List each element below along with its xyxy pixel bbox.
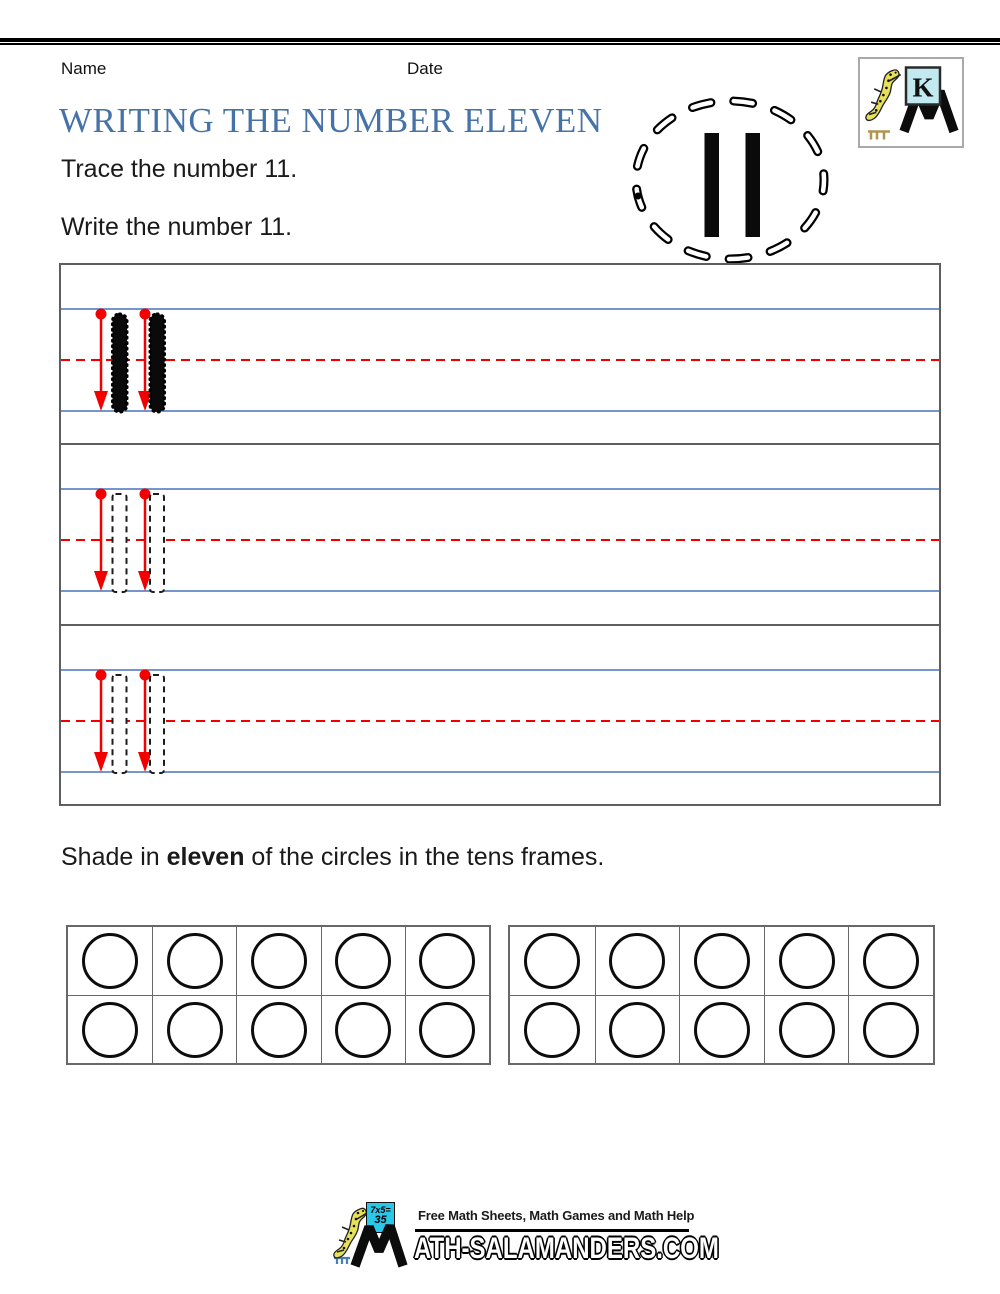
- salamander-icon: [866, 70, 901, 121]
- trace-instruction: Trace the number 11.: [61, 155, 298, 183]
- tens-frame-cell: [595, 927, 680, 995]
- stroke-guide: [94, 489, 127, 593]
- chalkboard-text: 7x5=: [370, 1205, 391, 1215]
- number-trace-glyphs: [61, 265, 281, 443]
- stroke-arrowhead: [94, 391, 108, 411]
- shade-text-suffix: of the circles in the tens frames.: [244, 843, 605, 871]
- counter-circle: [82, 1002, 138, 1058]
- counter-circle: [524, 1002, 580, 1058]
- counter-circle: [419, 933, 475, 989]
- digit-1-stroke: [705, 133, 720, 237]
- date-label: Date: [407, 59, 443, 78]
- numeral-one-outline: [150, 494, 164, 592]
- write-instruction: Write the number 11.: [61, 213, 293, 241]
- number-trace-glyphs: [61, 626, 281, 804]
- tens-frame-cell: [405, 995, 489, 1063]
- stroke-guide: [138, 489, 164, 593]
- counter-circle: [251, 1002, 307, 1058]
- counter-circle: [82, 933, 138, 989]
- stroke-arrowhead: [94, 571, 108, 591]
- counter-circle: [251, 933, 307, 989]
- counter-circle: [335, 933, 391, 989]
- tens-frame-cell: [68, 995, 152, 1063]
- brand-badge-art: [860, 59, 962, 146]
- counter-circle: [609, 933, 665, 989]
- counter-circle: [419, 1002, 475, 1058]
- brand-badge: [858, 57, 964, 148]
- counter-circle: [779, 1002, 835, 1058]
- tens-frame-cell: [405, 927, 489, 995]
- stool-icon: [868, 132, 890, 140]
- footer-tagline: Free Math Sheets, Math Games and Math Help: [418, 1208, 695, 1223]
- counter-circle: [609, 1002, 665, 1058]
- top-rule: [0, 38, 1000, 45]
- shade-text-prefix: Shade in: [61, 843, 167, 871]
- footer-logo: [330, 1198, 730, 1278]
- tens-frame-cell: [321, 995, 405, 1063]
- practice-row: [61, 624, 939, 804]
- counter-circle: [779, 933, 835, 989]
- tens-frame-cell: [679, 995, 764, 1063]
- number-trace-glyphs: [61, 445, 281, 623]
- tens-frame-cell: [848, 927, 933, 995]
- practice-row: [61, 443, 939, 623]
- chalkboard-text: 35: [374, 1214, 387, 1226]
- footer-site-name: ATH-SALAMANDERS.COM: [414, 1232, 719, 1265]
- tens-frame-cell: [679, 927, 764, 995]
- ring-start-dot: [635, 193, 642, 200]
- logo-m-mark: [350, 1222, 408, 1270]
- digit-1-stroke: [746, 133, 761, 237]
- counter-circle: [694, 933, 750, 989]
- counter-circle: [335, 1002, 391, 1058]
- counter-circle: [524, 933, 580, 989]
- numeral-one-outline: [113, 494, 127, 592]
- stroke-guide: [94, 669, 127, 773]
- stroke-arrowhead: [94, 752, 108, 772]
- tens-frame-cell: [236, 995, 320, 1063]
- stroke-guide: [138, 669, 164, 773]
- tens-frame-cell: [595, 995, 680, 1063]
- counter-circle: [167, 933, 223, 989]
- page-title: WRITING THE NUMBER ELEVEN: [59, 101, 603, 140]
- tens-frame-cell: [848, 995, 933, 1063]
- numeral-one-solid: [113, 314, 128, 412]
- tens-frame-1: [66, 925, 491, 1065]
- counter-circle: [694, 1002, 750, 1058]
- shade-text-bold: eleven: [166, 843, 245, 871]
- numeral-one-solid: [150, 314, 165, 412]
- tens-frame-cell: [236, 927, 320, 995]
- number-eleven-display: [630, 94, 836, 266]
- stroke-guide: [138, 309, 165, 413]
- counter-circle: [167, 1002, 223, 1058]
- tens-frame-cell: [68, 927, 152, 995]
- tens-frame-cell: [152, 927, 236, 995]
- tens-frame-cell: [764, 995, 849, 1063]
- tens-frame-cell: [321, 927, 405, 995]
- tens-frame-cell: [764, 927, 849, 995]
- practice-box: [59, 263, 941, 806]
- tens-frame-cell: [510, 995, 595, 1063]
- practice-row: [61, 265, 939, 443]
- tens-frame-cell: [510, 927, 595, 995]
- name-label: Name: [61, 59, 107, 78]
- counter-circle: [863, 1002, 919, 1058]
- shade-instruction: [61, 843, 604, 872]
- tens-frame-cell: [152, 995, 236, 1063]
- tens-frame-2: [508, 925, 935, 1065]
- badge-letter: K: [912, 72, 934, 103]
- stool-icon: [334, 1258, 350, 1264]
- numeral-one-outline: [150, 675, 164, 773]
- stroke-guide: [94, 309, 127, 413]
- numeral-one-outline: [113, 675, 127, 773]
- counter-circle: [863, 933, 919, 989]
